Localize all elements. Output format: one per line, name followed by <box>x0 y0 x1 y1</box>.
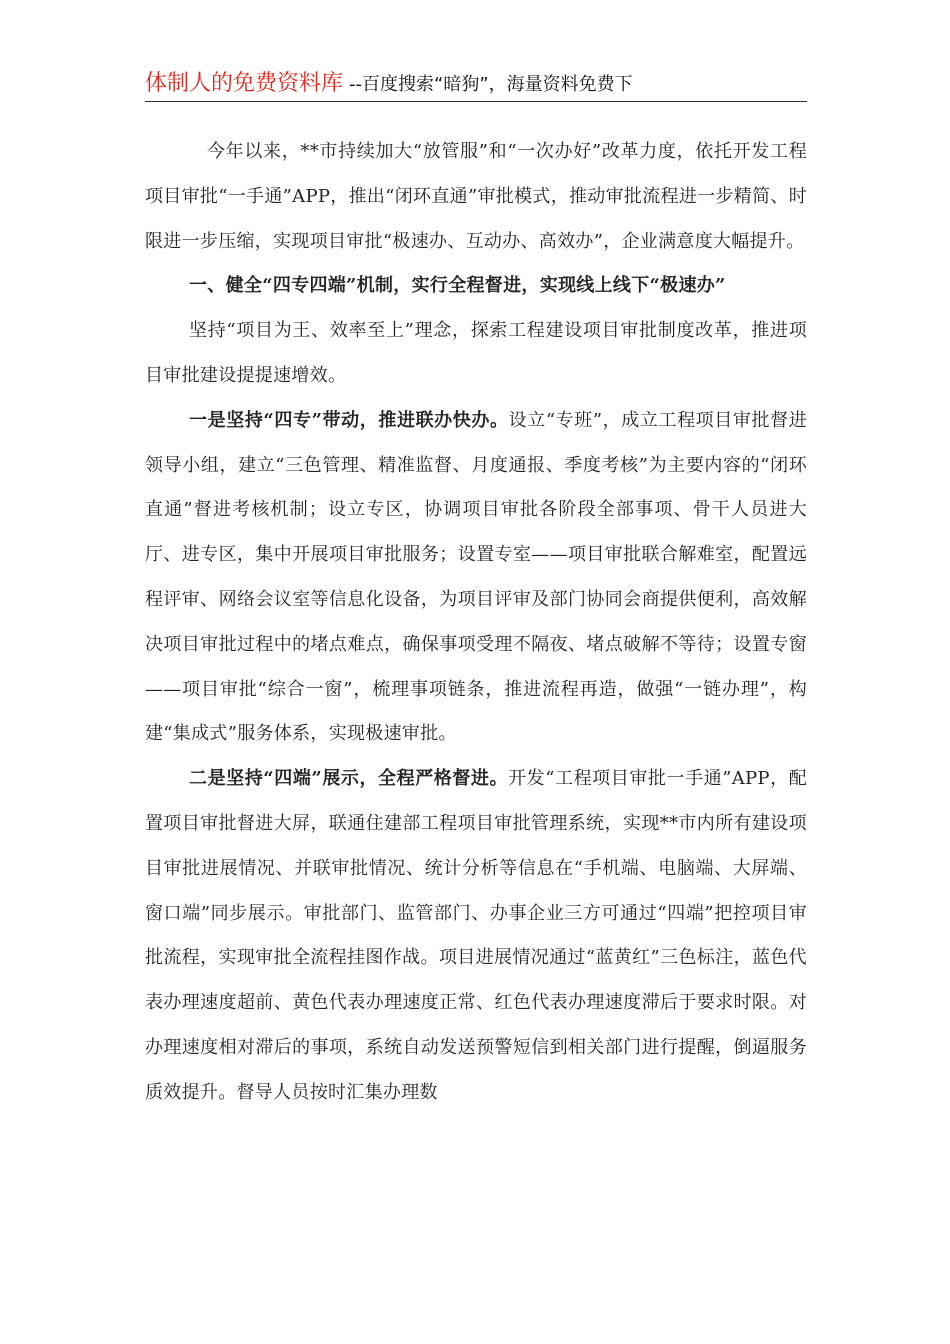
item1-paragraph <box>145 399 807 757</box>
site-brand: 体制人的免费资料库 <box>145 71 344 96</box>
item1-lead: 一是坚持“四专”带动，推进联办快办。 <box>189 409 509 431</box>
page-header <box>145 66 807 97</box>
section-heading-1: 一、健全“四专四端”机制，实行全程督进，实现线上线下“极速办” <box>189 275 726 297</box>
item2-lead: 二是坚持“四端”展示，全程严格督进。 <box>189 768 509 790</box>
section1-paragraph: 坚持“项目为王、效率至上”理念，探索工程建设项目审批制度改革，推进项目审批建设提提速增效。 <box>145 320 807 386</box>
item2-paragraph <box>145 757 807 1115</box>
document-body <box>145 130 807 1116</box>
intro-paragraph: 今年以来，**市持续加大“放管服”和“一次办好”改革力度，依托开发工程项目审批“一手通”APP，推出“闭环直通”审批模式，推动审批流程进一步精简、时限进一步压缩，实现项目审批“极速办、互动办、高效办”，企业满意度大幅提升。 <box>145 141 807 252</box>
header-divider <box>145 101 807 102</box>
item2-text: 开发“工程项目审批一手通”APP，配置项目审批督进大屏，联通住建部工程项目审批管理系统，实现**市内所有建设项目审批进展情况、并联审批情况、统计分析等信息在“手机端、电脑端、大屏端、窗口端”同步展示。审批部门、监管部门、办事企业三方可通过“四端”把控项目审批流程，实现审批全流程挂图作战。项目进展情况通过“蓝黄红”三色标注，蓝色代表办理速度超前、黄色代表办理速度正常、红色代表办理速度滞后于要求时限。对办理速度相对滞后的事项，系统自动发送预警短信到相关部门进行提醒，倒逼服务质效提升。督导人员按时汇集办理数 <box>145 768 807 1103</box>
site-slogan: --百度搜索“暗狗”，海量资料免费下 <box>349 74 633 95</box>
item1-text: 设立“专班”，成立工程项目审批督进领导小组，建立“三色管理、精准监督、月度通报、季度考核”为主要内容的“闭环直通”督进考核机制；设立专区，协调项目审批各阶段全部事项、骨干人员进大厅、进专区，集中开展项目审批服务；设置专室——项目审批联合解难室，配置远程评审、网络会议室等信息化设备，为项目评审及部门协同会商提供便利，高效解决项目审批过程中的堵点难点，确保事项受理不隔夜、堵点破解不等待；设置专窗——项目审批“综合一窗”，梳理事项链条，推进流程再造，做强“一链办理”，构建“集成式”服务体系，实现极速审批。 <box>145 409 807 745</box>
